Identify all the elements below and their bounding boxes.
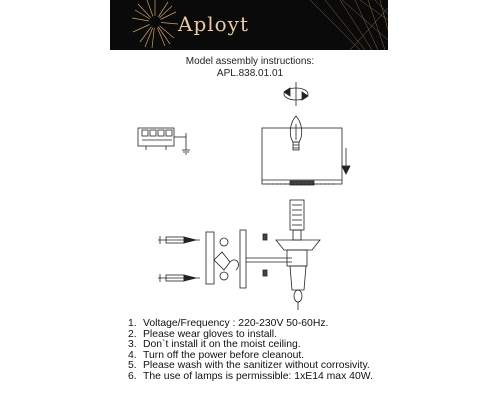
item-text: Don`t install it on the moist ceiling. <box>143 339 301 351</box>
item-text: Turn off the power before cleanout. <box>143 349 305 361</box>
model-code: APL.838.01.01 <box>216 68 284 79</box>
wall-screws-icon <box>158 236 200 282</box>
item-number: 1. <box>128 318 137 329</box>
lampshade-icon <box>262 128 342 185</box>
item-number: 5. <box>128 360 137 372</box>
terminal-block-icon <box>138 128 190 154</box>
mounting-plate-icon <box>206 232 238 284</box>
instructions-title: Model assembly instructions: <box>185 56 315 67</box>
item-number: 4. <box>128 349 137 361</box>
rotate-arrow-icon <box>284 82 308 106</box>
instructions-list <box>128 319 373 383</box>
item-text: The use of lamps is permissible: 1xE14 max 40W. <box>143 370 373 382</box>
item-number: 2. <box>128 328 137 340</box>
item-text: Please wash with the sanitizer without corrosivity. <box>143 360 370 372</box>
wall-bracket-icon <box>240 230 307 310</box>
item-number: 3. <box>128 339 137 351</box>
lamp-socket-icon <box>276 200 320 250</box>
brand-name: Aployt <box>178 12 250 36</box>
item-text: Voltage/Frequency : 220-230V 50-60Hz. <box>143 318 329 329</box>
bulb-icon <box>290 116 301 150</box>
list-item <box>128 372 373 383</box>
item-text: Please wear gloves to install. <box>143 328 277 340</box>
item-number: 6. <box>128 370 137 382</box>
down-arrow-icon <box>342 148 350 174</box>
